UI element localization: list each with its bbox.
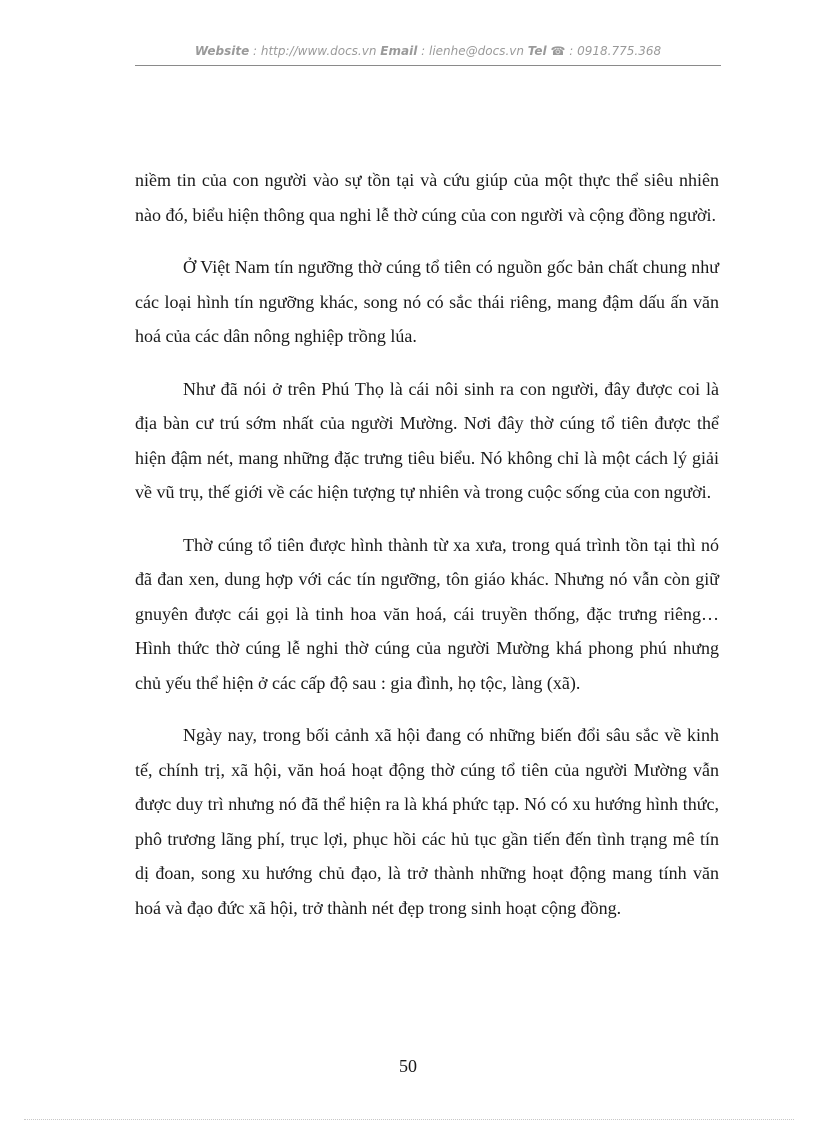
paragraph: Ở Việt Nam tín ngưỡng thờ cúng tổ tiên có nguồn gốc bản chất chung như các loại hình tín ngưỡng khác, song nó có sắc thái riêng, mang đậm dấu ấn văn hoá của các dân nông nghiệp trồng lúa.	[135, 257, 719, 346]
paragraph: Thờ cúng tổ tiên được hình thành từ xa xưa, trong quá trình tồn tại thì nó đã đan xen, dung hợp với các tín ngưỡng, tôn giáo khác. Nhưng nó vẫn còn giữ gnuyên được cái gọi là tinh hoa văn hoá, cái truyền thống, đặc trưng riêng… Hình thức thờ cúng lễ nghi thờ cúng của người Mường khá phong phú nhưng chủ yếu thể hiện ở các cấp độ sau : gia đình, họ tộc, làng (xã).	[135, 534, 719, 693]
tel-number: : 0918.775.368	[565, 44, 662, 58]
website-url: : http://www.docs.vn	[249, 44, 381, 58]
page-bottom-divider	[24, 1119, 794, 1120]
page-number: 50	[399, 1056, 417, 1076]
email-address: : lienhe@docs.vn	[417, 44, 528, 58]
email-label: Email	[380, 44, 418, 58]
website-label: Website	[194, 44, 250, 58]
paragraph: Như đã nói ở trên Phú Thọ là cái nôi sinh ra con người, đây được coi là địa bàn cư trú sớm nhất của người Mường. Nơi đây thờ cúng tổ tiên được thể hiện đậm nét, mang những đặc trưng tiêu biểu. Nó không chỉ là một cách lý giải về vũ trụ, thế giới về các hiện tượng tự nhiên và trong cuộc sống của con người.	[135, 378, 719, 502]
page-header	[135, 44, 721, 66]
phone-icon: ☎	[550, 44, 566, 58]
tel-label: Tel	[527, 44, 547, 58]
paragraph: Ngày nay, trong bối cảnh xã hội đang có những biến đổi sâu sắc về kinh tế, chính trị, xã hội, văn hoá hoạt động thờ cúng tổ tiên của người Mường vẫn được duy trì nhưng nó đã thể hiện ra là khá phức tạp. Nó có xu hướng hình thức, phô trương lãng phí, trục lợi, phục hồi các hủ tục gần tiến đến tình trạng mê tín dị đoan, song xu hướng chủ đạo, là trở thành những hoạt động mang tính văn hoá và đạo đức xã hội, trở thành nét đẹp trong sinh hoạt cộng đồng.	[135, 725, 719, 918]
header-divider	[135, 65, 721, 66]
paragraph: niềm tin của con người vào sự tồn tại và cứu giúp của một thực thể siêu nhiên nào đó, biểu hiện thông qua nghi lễ thờ cúng của con người và cộng đồng người.	[135, 170, 719, 225]
document-body	[135, 163, 719, 943]
